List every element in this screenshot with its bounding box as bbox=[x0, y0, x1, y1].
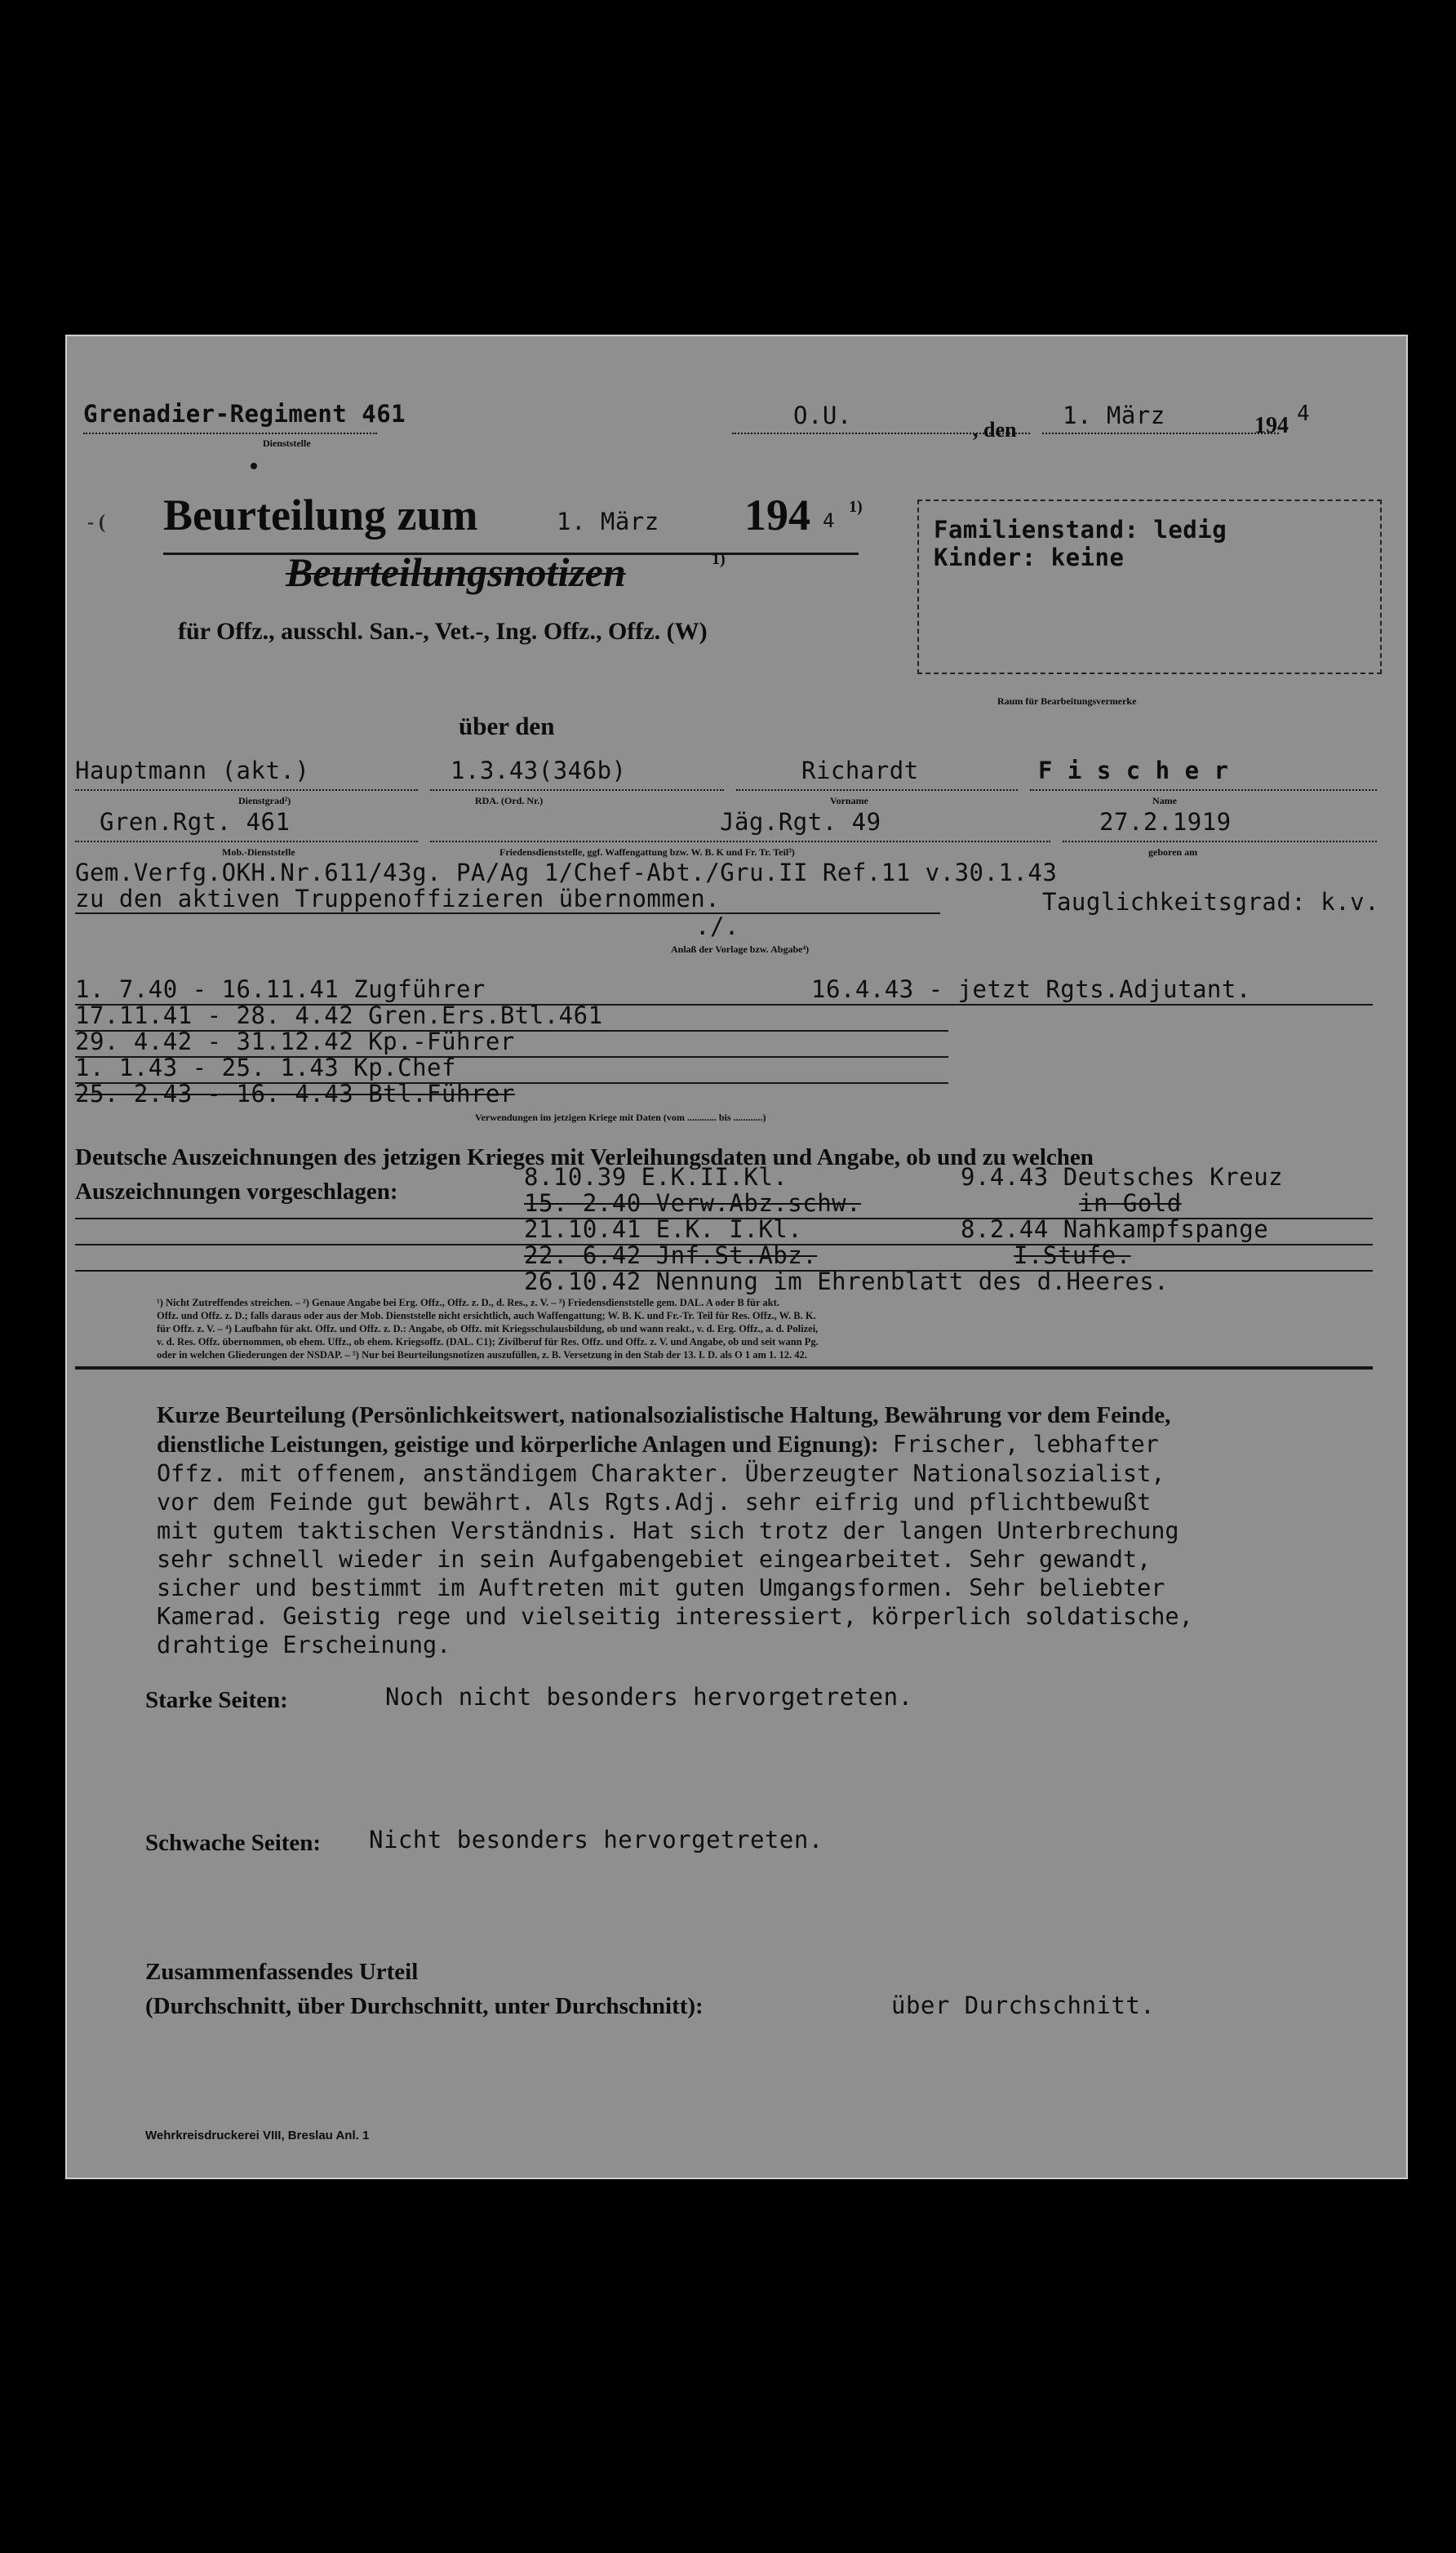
footnote-line: oder in welchen Gliederungen der NSDAP. – ⁵) Nur bei Beurteilungsnotizen auszufüllen, z. B. Versetzung in den Stab der 13. I. D. als O 1 am 1. 12. 42. bbox=[157, 1349, 807, 1361]
title-alt-mark: 1) bbox=[712, 550, 726, 568]
remarks-box bbox=[917, 500, 1382, 674]
footnote-line: v. d. Res. Offz. übernommen, ob ehem. Uffz., ob ehem. Kriegsoffz. (DAL. C1); Zivilberuf für Res. Offz. und Offz. z. V. und Angabe, ob und seit wann Pg. bbox=[157, 1336, 819, 1348]
assessment-line: sehr schnell wieder in sein Aufgabengebiet eingearbeitet. Sehr gewandt, bbox=[157, 1546, 1152, 1573]
footnotes bbox=[157, 1296, 1356, 1361]
decoration-item: 8.10.39 E.K.II.Kl. bbox=[524, 1163, 788, 1191]
decorations-heading-2: Auszeichnungen vorgeschlagen: bbox=[75, 1179, 398, 1205]
assessment-line: sicher und bestimmt im Auftreten mit guten Umgangsformen. Sehr beliebter bbox=[157, 1574, 1165, 1601]
unit-name: Grenadier-Regiment 461 bbox=[83, 400, 406, 428]
decorations-heading-1: Deutsche Auszeichnungen des jetzigen Krieges mit Verleihungsdaten und Angabe, ob und zu welchen bbox=[75, 1144, 1094, 1170]
assessment-line: mit gutem taktischen Verständnis. Hat sich trotz der langen Unterbrechung bbox=[157, 1517, 1179, 1544]
decoration-item-right: 8.2.44 Nahkampfspange bbox=[961, 1215, 1269, 1243]
summary-text: über Durchschnitt. bbox=[891, 1991, 1156, 2019]
printer-mark: Wehrkreisdruckerei VIII, Breslau Anl. 1 bbox=[145, 2129, 370, 2142]
date-prefix: , den bbox=[973, 418, 1017, 442]
summary-label-1: Zusammenfassendes Urteil bbox=[145, 1959, 419, 1985]
assessment-line: Kamerad. Geistig rege und vielseitig interessiert, körperlich soldatische, bbox=[157, 1603, 1193, 1630]
rda: 1.3.43(346b) bbox=[451, 757, 627, 784]
birth-date: 27.2.1919 bbox=[1099, 808, 1232, 836]
decoration-item-right: 9.4.43 Deutsches Kreuz bbox=[961, 1163, 1284, 1191]
mob-unit: Gren.Rgt. 461 bbox=[100, 808, 291, 836]
fitness-grade: Tauglichkeitsgrad: k.v. bbox=[1042, 888, 1380, 916]
unit-caption: Dienststelle bbox=[263, 437, 311, 449]
margin-mark: - ( bbox=[87, 512, 105, 533]
peace-unit: Jäg.Rgt. 49 bbox=[720, 808, 881, 836]
title-year-digit: 4 bbox=[823, 509, 835, 532]
marital-status: Familienstand: ledig bbox=[934, 516, 1227, 544]
header-year: 194 bbox=[1254, 413, 1289, 438]
assessment-block bbox=[157, 1401, 1193, 1659]
reason-caption: Anlaß der Vorlage bzw. Abgabe⁴) bbox=[671, 944, 810, 955]
strengths-label: Starke Seiten: bbox=[145, 1687, 288, 1713]
rda-caption: RDA. (Ord. Nr.) bbox=[475, 795, 544, 806]
punch-dot bbox=[251, 463, 257, 469]
assessment-lead-2: dienstliche Leistungen, geistige und körperliche Anlagen und Eignung): bbox=[157, 1432, 879, 1458]
place: O.U. bbox=[793, 402, 852, 429]
document-sheet bbox=[65, 335, 1408, 2179]
weaknesses-label: Schwache Seiten: bbox=[145, 1830, 322, 1856]
title-footnote-mark: 1) bbox=[849, 498, 863, 516]
summary-label-2: (Durchschnitt, über Durchschnitt, unter Durchschnitt): bbox=[145, 1993, 704, 2019]
decoration-item-right: in Gold bbox=[1079, 1189, 1182, 1217]
title-date: 1. März bbox=[557, 508, 659, 535]
last-name-caption: Name bbox=[1152, 795, 1177, 806]
children: Kinder: keine bbox=[934, 544, 1125, 571]
header-date: 1. März bbox=[1063, 402, 1165, 429]
reason-mark: ./. bbox=[695, 912, 739, 940]
title-alt: Beurteilungsnotizen bbox=[286, 549, 626, 595]
footnote-line: Offz. und Offz. z. D.; falls daraus oder aus der Mob. Dienststelle nicht ersichtlich, auch Waffengattung; W. B. K. und Fr.-Tr. Teil für Res. Offz., W. B. K. bbox=[157, 1310, 816, 1321]
header-year-digit: 4 bbox=[1297, 402, 1311, 426]
assignment-row: 29. 4.42 - 31.12.42 Kp.-Führer bbox=[75, 1028, 515, 1055]
weaknesses-text: Nicht besonders hervorgetreten. bbox=[369, 1826, 823, 1854]
ueber-den: über den bbox=[459, 712, 555, 740]
first-name: Richardt bbox=[801, 757, 919, 784]
mob-unit-caption: Mob.-Dienststelle bbox=[222, 846, 295, 858]
last-name: F i s c h e r bbox=[1038, 757, 1229, 784]
title-year: 194 bbox=[744, 491, 810, 539]
assignment-row: 17.11.41 - 28. 4.42 Gren.Ers.Btl.461 bbox=[75, 1001, 603, 1029]
subtitle: für Offz., ausschl. San.-, Vet.-, Ing. Offz., Offz. (W) bbox=[178, 618, 708, 645]
assessment-line: drahtige Erscheinung. bbox=[157, 1632, 451, 1658]
assessment-line: vor dem Feinde gut bewährt. Als Rgts.Adj. sehr eifrig und pflichtbewußt bbox=[157, 1489, 1152, 1516]
assignment-row: 25. 2.43 - 16. 4.43 Btl.Führer bbox=[75, 1080, 515, 1108]
assignments-caption: Verwendungen im jetzigen Kriege mit Daten (vom ............ bis ............) bbox=[475, 1112, 766, 1123]
footnote-line: ¹) Nicht Zutreffendes streichen. – ²) Genaue Angabe bei Erg. Offz., Offz. z. D., d. Res., z. V. – ³) Friedensdienststelle gem. DAL. A oder B für akt. bbox=[157, 1297, 779, 1308]
birth-caption: geboren am bbox=[1148, 846, 1198, 858]
rank: Hauptmann (akt.) bbox=[75, 757, 310, 784]
first-name-caption: Vorname bbox=[830, 795, 868, 806]
decoration-item-right: I.Stufe. bbox=[1014, 1241, 1131, 1269]
footnote-line: für Offz. z. V. – ⁴) Laufbahn für akt. Offz. und Offz. z. D.: Angabe, ob Offz. mit Kriegsschulausbildung, ob und wann reakt., v. d. Erg. Offz., a. d. Polizei, bbox=[157, 1323, 819, 1334]
rank-caption: Dienstgrad²) bbox=[238, 795, 291, 806]
assignment-row: 1. 1.43 - 25. 1.43 Kp.Chef bbox=[75, 1054, 456, 1081]
reason-line-2: zu den aktiven Truppenoffizieren übernommen. bbox=[75, 885, 721, 912]
decoration-item: 26.10.42 Nennung im Ehrenblatt des d.Heeres. bbox=[524, 1268, 1170, 1295]
reason-line-1: Gem.Verfg.OKH.Nr.611/43g. PA/Ag 1/Chef-Abt./Gru.II Ref.11 v.30.1.43 bbox=[75, 859, 1058, 886]
peace-unit-caption: Friedensdienststelle, ggf. Waffengattung bzw. W. B. K und Fr. Tr. Teil³) bbox=[499, 846, 795, 858]
decoration-item: 22. 6.42 Jnf.St.Abz. bbox=[524, 1241, 818, 1269]
strengths-text: Noch nicht besonders hervorgetreten. bbox=[385, 1683, 913, 1711]
assignment-row: 1. 7.40 - 16.11.41 Zugführer bbox=[75, 975, 486, 1003]
assignment-current: 16.4.43 - jetzt Rgts.Adjutant. bbox=[811, 975, 1251, 1003]
decoration-item: 21.10.41 E.K. I.Kl. bbox=[524, 1215, 803, 1243]
remarks-caption: Raum für Bearbeitungsvermerke bbox=[997, 695, 1137, 707]
assessment-start: Frischer, lebhafter bbox=[892, 1431, 1159, 1458]
assessment-line: Offz. mit offenem, anständigem Charakter. Überzeugter Nationalsozialist, bbox=[157, 1460, 1165, 1487]
decoration-item: 15. 2.40 Verw.Abz.schw. bbox=[524, 1189, 862, 1217]
assessment-lead-1: Kurze Beurteilung (Persönlichkeitswert, nationalsozialistische Haltung, Bewährung vor dem Feinde, bbox=[157, 1402, 1171, 1428]
title-main: Beurteilung zum bbox=[163, 491, 478, 539]
